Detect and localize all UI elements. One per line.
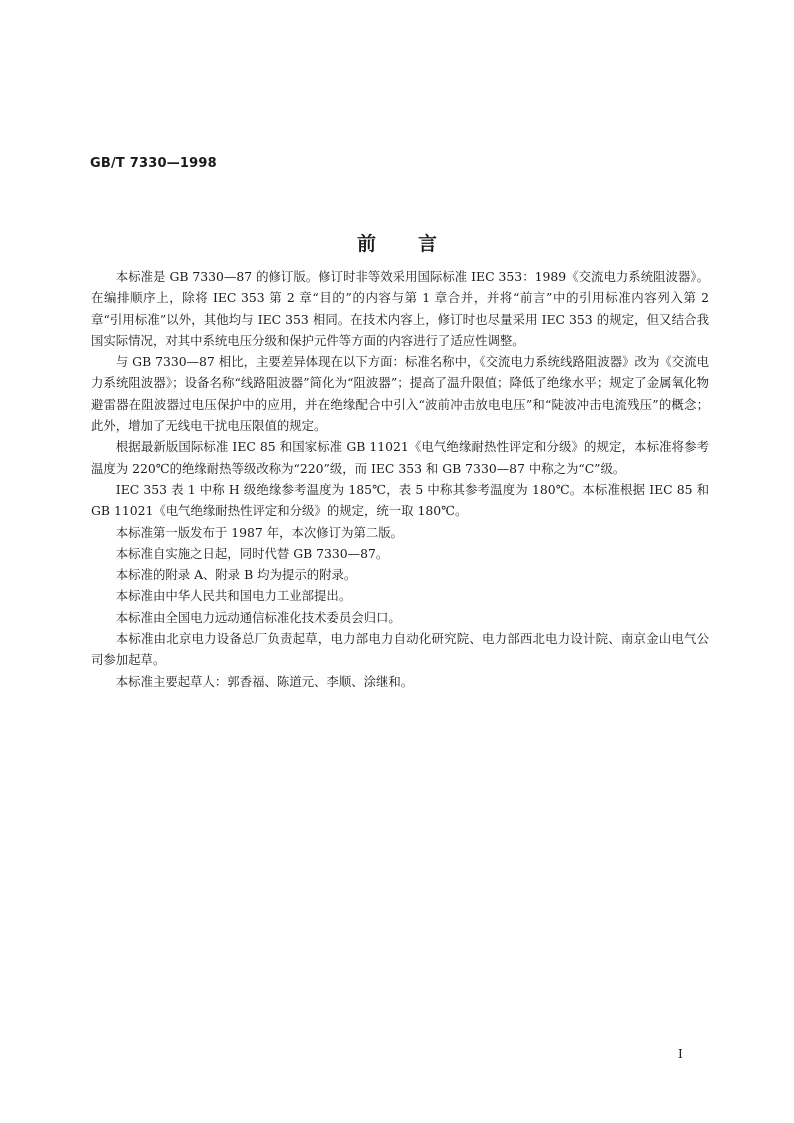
paragraph-7: 本标准的附录 A、附录 B 均为提示的附录。	[115, 567, 357, 583]
paragraph-9: 本标准由全国电力远动通信标准化技术委员会归口。	[115, 609, 401, 625]
page-number: I	[678, 1047, 683, 1061]
paragraph-1: 本标准是 GB 7330—87 的修订版。修订时非等效采用国际标准 IEC 353：1989《交流电力系统阻波器》。在编排顺序上，除将 IEC 353 第 2 章“目的”的内容与第 1 章合并，并将“前言”中的引用标准内容列入第 2 章“引用标准”以外，其他均与 IEC 353 相同。在技术内容上，修订时也尽量采用 IEC 353 的规定，但又结合我国实际情况，对其中系统电压分级和保护元件等方面的内容进行了适应性调整。	[91, 269, 709, 348]
paragraph-3: 根据最新版国际标准 IEC 85 和国家标准 GB 11021《电气绝缘耐热性评定和分级》的规定，本标准将参考温度为 220℃的绝缘耐热等级改称为“220”级，而 IEC 353 和 GB 7330—87 中称之为“C”级。	[91, 439, 709, 476]
preface-body	[91, 266, 709, 692]
paragraph-5: 本标准第一版发布于 1987 年，本次修订为第二版。	[115, 524, 404, 540]
paragraph-4: IEC 353 表 1 中称 H 级绝缘参考温度为 185℃，表 5 中称其参考温度为 180℃。本标准根据 IEC 85 和 GB 11021《电气绝缘耐热性评定和分级》的规定，统一取 180℃。	[91, 481, 709, 519]
paragraph-10: 本标准由北京电力设备总厂负责起草，电力部电力自动化研究院、电力部西北电力设计院、南京金山电气公司参加起草。	[91, 631, 709, 668]
paragraph-6: 本标准自实施之日起，同时代替 GB 7330—87。	[115, 545, 389, 561]
paragraph-8: 本标准由中华人民共和国电力工业部提出。	[115, 588, 352, 604]
page-title: 前言	[356, 233, 479, 255]
standard-code: GB/T 7330—1998	[90, 156, 217, 171]
paragraph-2: 与 GB 7330—87 相比，主要差异体现在以下方面：标准名称中，《交流电力系统线路阻波器》改为《交流电力系统阻波器》；设备名称“线路阻波器”简化为“阻波器”；提高了温升限值；降低了绝缘水平；规定了金属氧化物避雷器在阻波器过电压保护中的应用，并在绝缘配合中引入“波前冲击放电电压”和“陡波冲击电流残压”的概念；此外，增加了无线电干扰电压限值的规定。	[91, 354, 709, 434]
paragraph-11: 本标准主要起草人：郭香福、陈道元、李顺、涂继和。	[115, 673, 414, 689]
